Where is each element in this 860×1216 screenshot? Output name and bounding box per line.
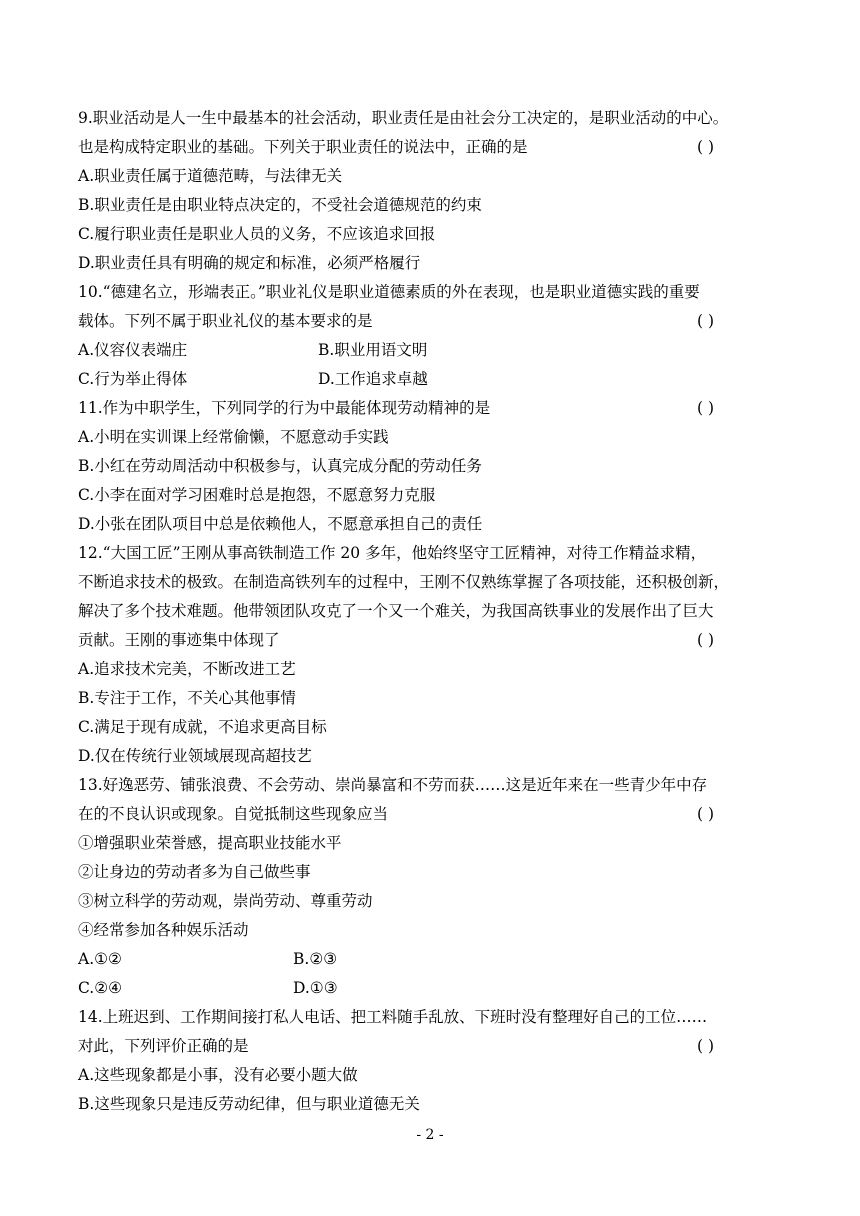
q13-option-c: C.②④ [78, 979, 123, 997]
page-number: - 2 - [416, 1127, 444, 1143]
q13-item-2: ②让身边的劳动者多为自己做些事 [78, 863, 311, 881]
q13-item-1: ①增强职业荣誉感，提高职业技能水平 [78, 834, 342, 852]
q13-stem-text: 在的不良认识或现象。自觉抵制这些现象应当 [78, 805, 389, 823]
q11-option-a: A.小明在实训课上经常偷懒，不愿意动手实践 [78, 428, 389, 446]
q9-stem-line2 [78, 133, 798, 162]
q10-answer-bracket: ( ) [697, 312, 715, 330]
q9-option-d: D.职业责任具有明确的规定和标准，必须严格履行 [78, 254, 421, 272]
q10-options-row2 [78, 365, 798, 394]
q12-stem-line2: 不断追求技术的极致。在制造高铁列车的过程中，王刚不仅熟练掌握了各项技能，还积极创新， [78, 573, 730, 591]
q9-option-a: A.职业责任属于道德范畴，与法律无关 [78, 167, 343, 185]
q10-option-d: D.工作追求卓越 [318, 370, 428, 388]
q9-option-b: B.职业责任是由职业特点决定的，不受社会道德规范的约束 [78, 196, 482, 214]
q11-option-b: B.小红在劳动周活动中积极参与，认真完成分配的劳动任务 [78, 457, 482, 475]
q10-options-row1 [78, 336, 798, 365]
q13-stem-line1: 13.好逸恶劳、铺张浪费、不会劳动、崇尚暴富和不劳而获……这是近年来在一些青少年中存 [78, 776, 708, 794]
q11-answer-bracket: ( ) [697, 399, 715, 417]
q13-options-row2 [78, 974, 798, 1003]
q10-stem-line2 [78, 307, 798, 336]
q12-stem-line1: 12.“大国工匠”王刚从事高铁制造工作 20 多年，他始终坚守工匠精神，对待工作精益求精， [78, 544, 707, 562]
q13-item-4: ④经常参加各种娱乐活动 [78, 921, 249, 939]
q11-stem-text: 11.作为中职学生，下列同学的行为中最能体现劳动精神的是 [78, 399, 491, 417]
q12-stem-text: 贡献。王刚的事迹集中体现了 [78, 631, 280, 649]
q14-answer-bracket: ( ) [697, 1037, 715, 1055]
q9-answer-bracket: ( ) [697, 138, 715, 156]
q11-stem-line1 [78, 394, 798, 423]
q12-option-a: A.追求技术完美，不断改进工艺 [78, 660, 296, 678]
q10-option-a: A.仪容仪表端庄 [78, 341, 188, 359]
q13-answer-bracket: ( ) [697, 805, 715, 823]
q13-options-row1 [78, 945, 798, 974]
q10-stem-text: 载体。下列不属于职业礼仪的基本要求的是 [78, 312, 373, 330]
q9-stem-text: 也是构成特定职业的基础。下列关于职业责任的说法中，正确的是 [78, 138, 528, 156]
q12-option-d: D.仅在传统行业领域展现高超技艺 [78, 747, 312, 765]
q11-option-d: D.小张在团队项目中总是依赖他人，不愿意承担自己的责任 [78, 515, 483, 533]
q13-option-a: A.①② [78, 950, 122, 968]
q14-stem-text: 对此，下列评价正确的是 [78, 1037, 249, 1055]
q14-stem-line1: 14.上班迟到、工作期间接打私人电话、把工料随手乱放、下班时没有整理好自己的工位…… [78, 1008, 708, 1026]
q9-option-c: C.履行职业责任是职业人员的义务，不应该追求回报 [78, 225, 436, 243]
q13-option-d: D.①③ [293, 979, 338, 997]
q11-option-c: C.小李在面对学习困难时总是抱怨，不愿意努力克服 [78, 486, 436, 504]
q13-item-3: ③树立科学的劳动观，崇尚劳动、尊重劳动 [78, 892, 373, 910]
q10-option-b: B.职业用语文明 [318, 341, 428, 359]
q14-stem-line2 [78, 1032, 798, 1061]
q13-stem-line2 [78, 800, 798, 829]
q12-stem-line4 [78, 626, 798, 655]
q10-stem-line1: 10.“德建名立，形端表正。”职业礼仪是职业道德素质的外在表现，也是职业道德实践的重要 [78, 283, 700, 301]
q13-option-b: B.②③ [293, 950, 338, 968]
q12-stem-line3: 解决了多个技术难题。他带领团队攻克了一个又一个难关，为我国高铁事业的发展作出了巨大 [78, 602, 714, 620]
q12-answer-bracket: ( ) [697, 631, 715, 649]
q9-stem-line1: 9.职业活动是人一生中最基本的社会活动，职业责任是由社会分工决定的，是职业活动的中心。 [78, 109, 729, 127]
q14-option-a: A.这些现象都是小事，没有必要小题大做 [78, 1066, 358, 1084]
q12-option-c: C.满足于现有成就，不追求更高目标 [78, 718, 327, 736]
q12-option-b: B.专注于工作，不关心其他事情 [78, 689, 296, 707]
q10-option-c: C.行为举止得体 [78, 370, 188, 388]
q14-option-b: B.这些现象只是违反劳动纪律，但与职业道德无关 [78, 1095, 420, 1113]
